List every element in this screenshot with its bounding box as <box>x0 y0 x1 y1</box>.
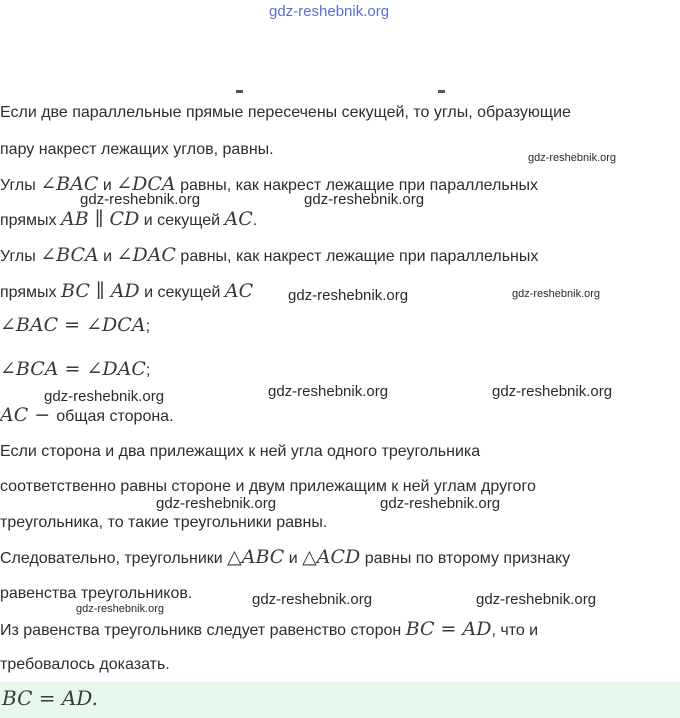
text-line-12: треугольника, то такие треугольники равны. <box>0 514 328 531</box>
text-fragment: Следовательно, треугольники <box>0 550 228 567</box>
text-line-11: соответственно равны стороне и двум прилежащим к ней углам другого <box>0 478 536 495</box>
text-fragment: и секущей <box>139 212 225 229</box>
math-semicolon: ; <box>145 362 151 379</box>
math-ac: AC <box>224 280 254 302</box>
text-fragment: и <box>98 248 117 265</box>
text-fragment: прямых <box>0 284 61 301</box>
text-fragment: равны по второму признаку <box>360 550 571 567</box>
math-angle-bca: ∠BCA <box>40 244 99 266</box>
text-line-4 <box>0 209 257 231</box>
text-fragment: и <box>98 177 117 194</box>
watermark: gdz-reshebnik.org <box>156 495 277 512</box>
text-fragment: равны, как накрест лежащие при параллельных <box>175 248 539 265</box>
math-triangle-acd: △ACD <box>302 546 361 568</box>
text-fragment: . <box>252 212 258 229</box>
text-line-1: Если две параллельные прямые пересечены секущей, то углы, образующие <box>0 104 571 121</box>
watermark: gdz-reshebnik.org <box>80 191 201 208</box>
math-angle-dac: ∠DAC <box>116 244 176 266</box>
math-ac: AC <box>0 404 29 426</box>
text-line-13 <box>0 547 570 569</box>
text-line-14: равенства треугольников. <box>0 585 193 602</box>
watermark: gdz-reshebnik.org <box>44 388 165 405</box>
header-dash-right <box>438 90 445 93</box>
watermark-top: gdz-reshebnik.org <box>269 3 390 20</box>
watermark: gdz-reshebnik.org <box>288 287 409 304</box>
text-line-2: пару накрест лежащих углов, равны. <box>0 141 274 158</box>
text-fragment: и <box>284 550 303 567</box>
watermark: gdz-reshebnik.org <box>268 383 389 400</box>
watermark: gdz-reshebnik.org <box>492 383 613 400</box>
equation-line-7 <box>0 315 150 337</box>
text-line-15 <box>0 619 538 641</box>
equation-line-8 <box>0 359 150 381</box>
math-semicolon: ; <box>145 318 151 335</box>
watermark: gdz-reshebnik.org <box>252 591 373 608</box>
header-dash-left <box>236 90 243 93</box>
math-bc-equals-ad: BC = AD <box>405 618 492 640</box>
text-line-5 <box>0 245 538 267</box>
text-fragment: Углы <box>0 248 41 265</box>
watermark: gdz-reshebnik.org <box>512 288 601 300</box>
math-ac: AC <box>224 208 253 230</box>
text-fragment: Углы <box>0 177 41 194</box>
math-angle-dca: ∠DCA <box>116 173 176 195</box>
watermark: gdz-reshebnik.org <box>76 603 165 615</box>
math-angle-equality: ∠BAC = ∠DCA <box>0 314 146 336</box>
text-line-9 <box>0 405 174 427</box>
watermark: gdz-reshebnik.org <box>380 495 501 512</box>
math-ab-parallel-cd: AB ∥ CD <box>61 208 140 230</box>
math-angle-bac: ∠BAC <box>40 173 99 195</box>
text-line-16: требовалось доказать. <box>0 656 170 673</box>
math-dash: − <box>28 404 57 426</box>
text-fragment: прямых <box>0 212 61 229</box>
text-fragment: общая сторона. <box>56 408 174 425</box>
math-angle-equality: ∠BCA = ∠DAC <box>0 358 146 380</box>
math-bc-parallel-ad: BC ∥ AD <box>61 280 140 302</box>
text-fragment: , что и <box>491 622 539 639</box>
text-line-10: Если сторона и два прилежащих к ней угла одного треугольника <box>0 443 481 460</box>
text-fragment: и секущей <box>139 284 225 301</box>
watermark: gdz-reshebnik.org <box>476 591 597 608</box>
result-box <box>0 682 680 718</box>
watermark: gdz-reshebnik.org <box>304 191 425 208</box>
text-fragment: равны, как накрест лежащие при параллельных <box>175 177 539 194</box>
result-equation: BC = AD. <box>2 686 98 710</box>
text-fragment: Из равенства треугольникв следует равенство сторон <box>0 622 406 639</box>
text-line-6 <box>0 281 253 303</box>
math-triangle-abc: △ABC <box>227 546 285 568</box>
watermark: gdz-reshebnik.org <box>528 152 617 164</box>
